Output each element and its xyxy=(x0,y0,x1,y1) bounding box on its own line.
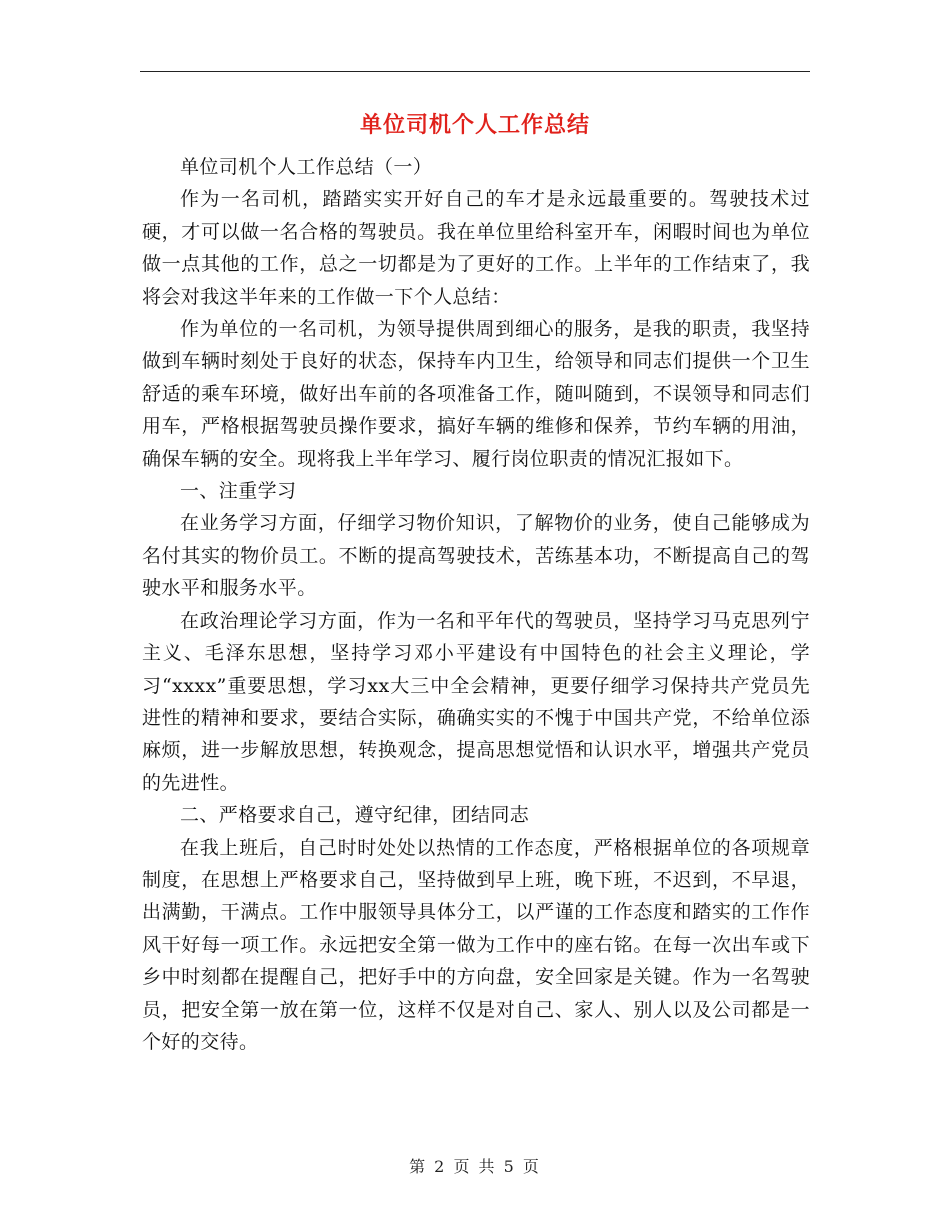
subtitle-paragraph: 单位司机个人工作总结（一） xyxy=(180,156,433,178)
body-paragraph: 在我上班后，自己时时处处以热情的工作态度，严格根据单位的各项规章制度，在思想上严格要求自己，坚持做到早上班，晚下班，不迟到，不早退，出满勤，干满点。工作中服领导具体分工，以严谨的工作态度和踏实的工作作风干好每一项工作。永远把安全第一做为工作中的座右铭。在每一次出车或下乡中时刻都在提醒自己，把好手中的方向盘，安全回家是关键。作为一名驾驶员，把安全第一放在第一位，这样不仅是对自己、家人、别人以及公司都是一个好的交待。 xyxy=(142,836,810,1053)
page-number-footer: 第 2 页 共 5 页 xyxy=(409,1157,541,1176)
section-heading: 二、严格要求自己，遵守纪律，团结同志 xyxy=(180,804,530,827)
document-title: 单位司机个人工作总结 xyxy=(359,112,590,138)
body-paragraph: 在政治理论学习方面，作为一名和平年代的驾驶员，坚持学习马克思列宁主义、毛泽东思想，坚持学习邓小平建设有中国特色的社会主义理论，学习“xxxx”重要思想，学习xx大三中全会精神，更要仔细学习保持共产党员先进性的精神和要求，要结合实际，确确实实的不愧于中国共产党，不给单位添麻烦，进一步解放思想，转换观念，提高思想觉悟和认识水平，增强共产党员的先进性。 xyxy=(142,609,810,794)
body-paragraph: 在业务学习方面，仔细学习物价知识，了解物价的业务，使自己能够成为名付其实的物价员工。不断的提高驾驶技术，苦练基本功，不断提高自己的驾驶水平和服务水平。 xyxy=(142,512,810,600)
header-rule xyxy=(140,71,810,72)
body-paragraph: 作为一名司机，踏踏实实开好自己的车才是永远最重要的。驾驶技术过硬，才可以做一名合格的驾驶员。我在单位里给科室开车，闲暇时间也为单位做一点其他的工作，总之一切都是为了更好的工作。上半年的工作结束了，我将会对我这半年来的工作做一下个人总结： xyxy=(142,188,810,308)
document-body xyxy=(142,151,810,1058)
body-paragraph: 作为单位的一名司机，为领导提供周到细心的服务，是我的职责，我坚持做到车辆时刻处于良好的状态，保持车内卫生，给领导和同志们提供一个卫生舒适的乘车环境，做好出车前的各项准备工作，随叫随到，不误领导和同志们用车，严格根据驾驶员操作要求，搞好车辆的维修和保养，节约车辆的用油，确保车辆的安全。现将我上半年学习、履行岗位职责的情况汇报如下。 xyxy=(142,318,810,470)
section-heading: 一、注重学习 xyxy=(180,480,297,503)
